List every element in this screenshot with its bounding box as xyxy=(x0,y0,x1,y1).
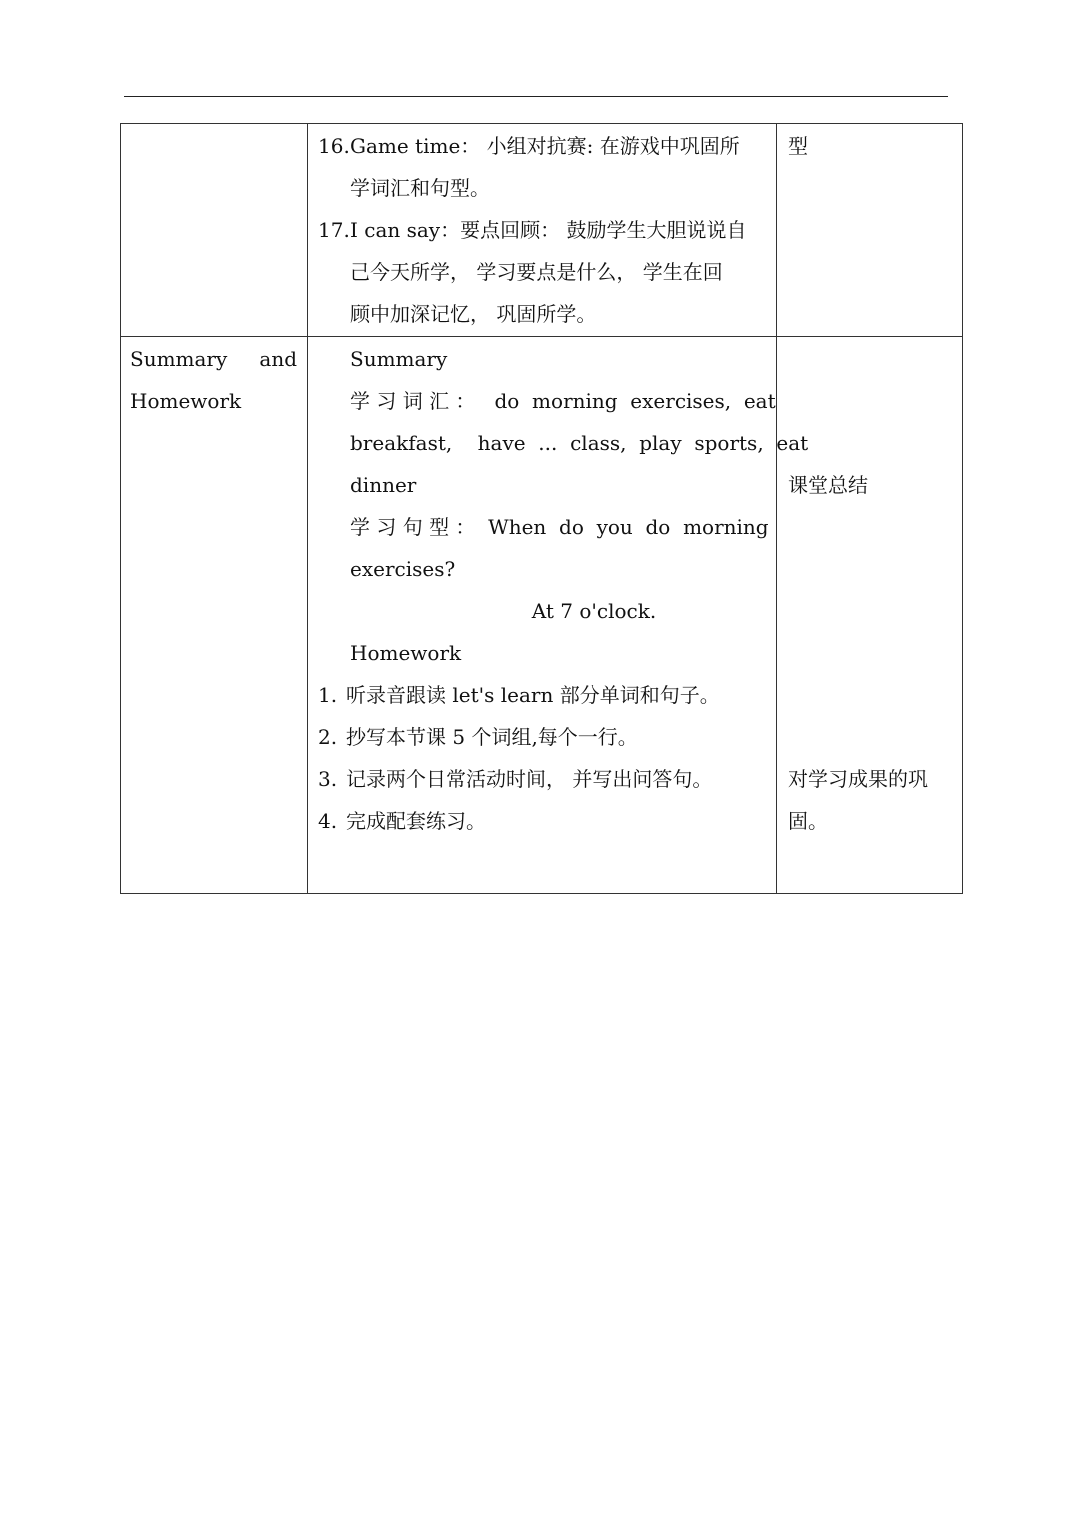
lesson-plan-table xyxy=(120,123,963,894)
stage-label-summary: Summary xyxy=(130,347,228,371)
stage-cell-empty xyxy=(121,124,308,337)
stage-label-and: and xyxy=(259,347,297,371)
item-16: 16.Game time： 小组对抗赛: 在游戏中巩固所 xyxy=(318,125,766,167)
table-row xyxy=(121,124,963,337)
header-rule xyxy=(124,96,948,97)
activity-cell: 16.Game time： 小组对抗赛: 在游戏中巩固所 学词汇和句型。 17.I can say：要点回顾： 鼓励学生大胆说说自 己今天所学， 学习要点是什么， 学生在回 顾中加深记忆， 巩固所学。 xyxy=(308,124,777,337)
list-item: 1. 听录音跟读 let's learn 部分单词和句子。 xyxy=(318,683,720,707)
table-row xyxy=(121,337,963,894)
stage-cell xyxy=(121,337,308,894)
purpose-consolidation: 固。 xyxy=(788,809,828,833)
purpose-cell xyxy=(777,337,963,894)
activity-cell xyxy=(308,337,809,894)
list-item: 3. 记录两个日常活动时间， 并写出问答句。 xyxy=(318,767,713,791)
list-item: 2. 抄写本节课 5 个词组,每个一行。 xyxy=(318,725,638,749)
pattern-answer: At 7 o'clock. xyxy=(531,599,657,623)
item-17: 17.I can say：要点回顾： 鼓励学生大胆说说自 xyxy=(318,209,766,251)
vocab-line: breakfast, have ... class, play sports, eat xyxy=(350,431,809,455)
list-item: 4. 完成配套练习。 xyxy=(318,809,486,833)
stage-label-homework: Homework xyxy=(130,389,242,413)
item-number: 17. xyxy=(318,218,350,242)
item-number: 16. xyxy=(318,134,350,158)
pattern-line: 学 习 句 型 ： When do you do morning xyxy=(350,515,769,539)
homework-heading: Homework xyxy=(350,641,462,665)
vocab-line: 学 习 词 汇 ： do morning exercises, eat xyxy=(350,389,776,413)
purpose-cell: 型 xyxy=(777,124,963,337)
purpose-consolidation: 对学习成果的巩 xyxy=(788,767,928,791)
summary-heading: Summary xyxy=(350,347,448,371)
pattern-line: exercises? xyxy=(350,557,456,581)
vocab-line: dinner xyxy=(350,473,417,497)
purpose-summary: 课堂总结 xyxy=(788,473,868,497)
